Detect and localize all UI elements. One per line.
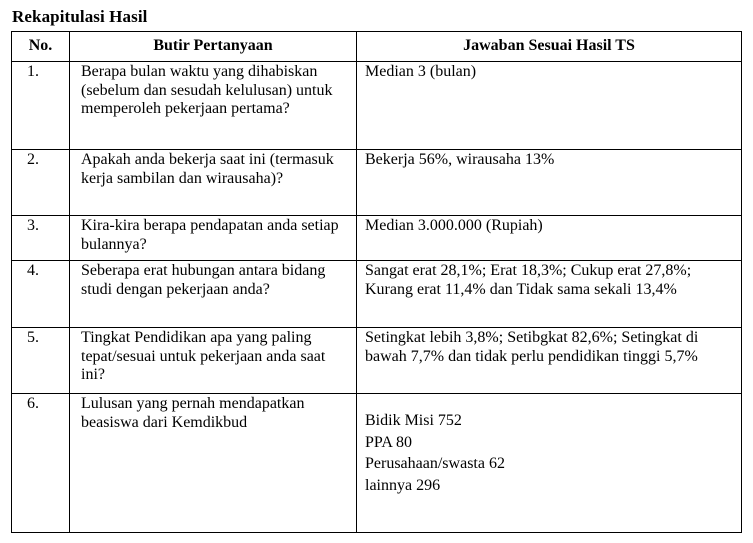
scholarship-line: lainnya 296 [365, 476, 441, 494]
table-row [12, 216, 742, 261]
recap-table [11, 31, 742, 533]
row-question: Kira-kira berapa pendapatan anda setiap bulannya? [70, 216, 357, 261]
row-answer: Sangat erat 28,1%; Erat 18,3%; Cukup erat 27,8%; Kurang erat 11,4% dan Tidak sama sekali 13,4% [357, 261, 742, 328]
row-number: 1. [12, 62, 70, 150]
row-number: 2. [12, 150, 70, 216]
row-answer: Median 3 (bulan) [357, 62, 742, 150]
table-row [12, 261, 742, 328]
scholarship-line: Perusahaan/swasta 62 [365, 455, 505, 472]
row-answer: Setingkat lebih 3,8%; Setibgkat 82,6%; Setingkat di bawah 7,7% dan tidak perlu pendidikan tinggi 5,7% [357, 328, 742, 394]
page-title: Rekapitulasi Hasil [12, 7, 148, 26]
row-number: 3. [12, 216, 70, 261]
row-question: Berapa bulan waktu yang dihabiskan (sebelum dan sesudah kelulusan) untuk memperoleh pekerjaan pertama? [70, 62, 357, 150]
row-number: 6. [12, 394, 70, 533]
row-answer [357, 394, 742, 533]
header-no: No. [12, 32, 70, 62]
row-question: Seberapa erat hubungan antara bidang studi dengan pekerjaan anda? [70, 261, 357, 328]
table-row [12, 394, 742, 533]
row-question: Lulusan yang pernah mendapatkan beasiswa dari Kemdikbud [70, 394, 357, 533]
table-row [12, 150, 742, 216]
row-question: Tingkat Pendidikan apa yang paling tepat/sesuai untuk pekerjaan anda saat ini? [70, 328, 357, 394]
row-question: Apakah anda bekerja saat ini (termasuk kerja sambilan dan wirausaha)? [70, 150, 357, 216]
row-answer: Median 3.000.000 (Rupiah) [357, 216, 742, 261]
scholarship-line: PPA 80 [365, 433, 412, 451]
header-answer: Jawaban Sesuai Hasil TS [357, 32, 742, 62]
table-header-row [12, 32, 742, 62]
table-row [12, 328, 742, 394]
row-answer: Bekerja 56%, wirausaha 13% [357, 150, 742, 216]
scholarship-line: Bidik Misi 752 [365, 412, 462, 429]
row-number: 4. [12, 261, 70, 328]
header-question: Butir Pertanyaan [70, 32, 357, 62]
table-row [12, 62, 742, 150]
row-number: 5. [12, 328, 70, 394]
